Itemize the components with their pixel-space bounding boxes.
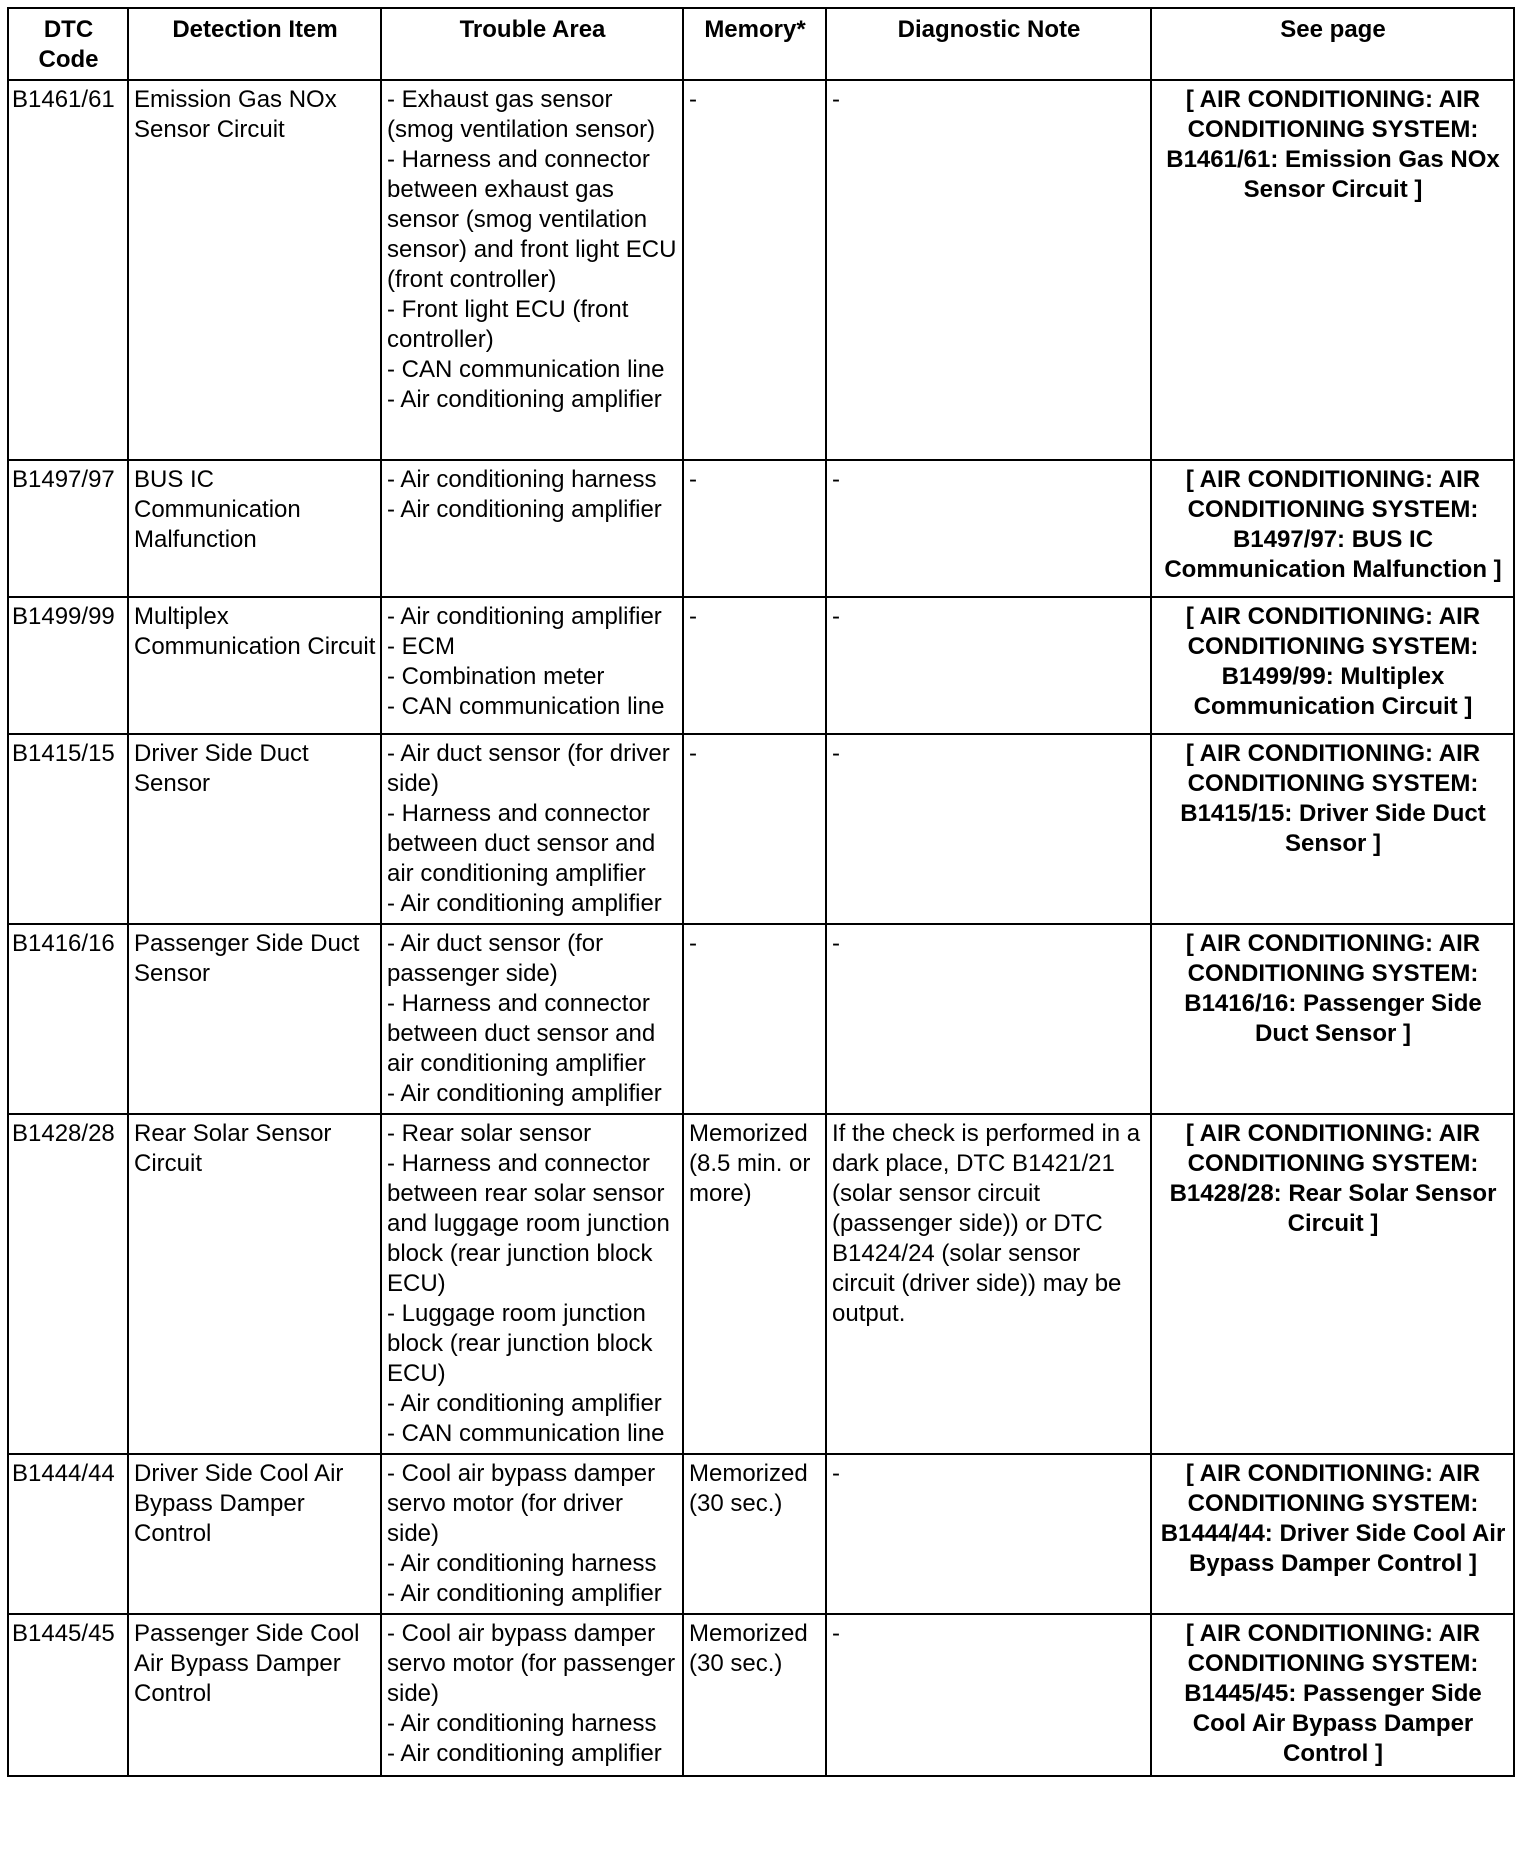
detection-item-cell: Multiplex Communication Circuit — [128, 597, 381, 734]
detection-item-cell: Passenger Side Duct Sensor — [128, 924, 381, 1114]
trouble-area-line: - Harness and connector between duct sensor and air conditioning amplifier — [387, 800, 656, 887]
diagnostic-note-cell: - — [826, 597, 1151, 734]
table-row — [8, 924, 1514, 1114]
diagnostic-note-cell: - — [826, 1614, 1151, 1776]
trouble-area-line: - Air duct sensor (for passenger side) — [387, 930, 604, 987]
diagnostic-note-cell: - — [826, 80, 1151, 460]
trouble-area-line: - Harness and connector between duct sensor and air conditioning amplifier — [387, 990, 656, 1077]
table-row — [8, 734, 1514, 924]
detection-item-cell: Rear Solar Sensor Circuit — [128, 1114, 381, 1454]
header-detection-item: Detection Item — [128, 8, 381, 80]
table-body — [8, 80, 1514, 1776]
trouble-area-line: - Air conditioning amplifier — [387, 1080, 662, 1107]
trouble-area-line: - Air conditioning amplifier — [387, 496, 662, 523]
trouble-area-line: - Air conditioning amplifier — [387, 1580, 662, 1607]
diagnostic-note-cell: - — [826, 734, 1151, 924]
dtc-code-cell: B1445/45 — [8, 1614, 128, 1776]
table-row — [8, 1114, 1514, 1454]
dtc-code-cell: B1416/16 — [8, 924, 128, 1114]
header-row — [8, 8, 1514, 80]
trouble-area-cell — [381, 1114, 683, 1454]
diagnostic-note-cell: - — [826, 460, 1151, 597]
memory-cell: Memorized (8.5 min. or more) — [683, 1114, 826, 1454]
dtc-code-cell: B1461/61 — [8, 80, 128, 460]
dtc-code-cell: B1499/99 — [8, 597, 128, 734]
trouble-area-line: - Harness and connector between exhaust gas sensor (smog ventilation sensor) and front light ECU (front controller) — [387, 146, 677, 293]
see-page-link: [ AIR CONDITIONING: AIR CONDITIONING SYSTEM: B1461/61: Emission Gas NOx Sensor Circuit ] — [1151, 80, 1514, 460]
trouble-area-line: - Luggage room junction block (rear junction block ECU) — [387, 1300, 653, 1387]
detection-item-cell: BUS IC Communication Malfunction — [128, 460, 381, 597]
trouble-area-line: - Air conditioning harness — [387, 1550, 657, 1577]
dtc-code-cell: B1444/44 — [8, 1454, 128, 1614]
trouble-area-cell — [381, 924, 683, 1114]
memory-cell: Memorized (30 sec.) — [683, 1614, 826, 1776]
dtc-code-cell: B1497/97 — [8, 460, 128, 597]
memory-cell: - — [683, 924, 826, 1114]
trouble-area-line: - Air conditioning harness — [387, 1710, 657, 1737]
trouble-area-line: - Harness and connector between rear solar sensor and luggage room junction block (rear junction block ECU) — [387, 1150, 670, 1297]
header-memory: Memory* — [683, 8, 826, 80]
trouble-area-line: - CAN communication line — [387, 693, 665, 720]
trouble-area-line: - Air conditioning amplifier — [387, 603, 662, 630]
see-page-link: [ AIR CONDITIONING: AIR CONDITIONING SYSTEM: B1444/44: Driver Side Cool Air Bypass Damper Control ] — [1151, 1454, 1514, 1614]
header-see-page: See page — [1151, 8, 1514, 80]
trouble-area-line: - ECM — [387, 633, 455, 660]
table-row — [8, 1454, 1514, 1614]
trouble-area-line: - Air duct sensor (for driver side) — [387, 740, 670, 797]
header-diagnostic-note: Diagnostic Note — [826, 8, 1151, 80]
trouble-area-line: - Air conditioning harness — [387, 466, 657, 493]
diagnostic-note-cell: If the check is performed in a dark place, DTC B1421/21 (solar sensor circuit (passenger side)) or DTC B1424/24 (solar sensor circuit (driver side)) may be output. — [826, 1114, 1151, 1454]
trouble-area-line: - Rear solar sensor — [387, 1120, 592, 1147]
see-page-link: [ AIR CONDITIONING: AIR CONDITIONING SYSTEM: B1416/16: Passenger Side Duct Sensor ] — [1151, 924, 1514, 1114]
table-row — [8, 80, 1514, 460]
diagnostic-note-cell: - — [826, 1454, 1151, 1614]
trouble-area-line: - Cool air bypass damper servo motor (for passenger side) — [387, 1620, 676, 1707]
trouble-area-line: - Air conditioning amplifier — [387, 1740, 662, 1767]
see-page-link: [ AIR CONDITIONING: AIR CONDITIONING SYSTEM: B1499/99: Multiplex Communication Circuit ] — [1151, 597, 1514, 734]
trouble-area-cell — [381, 80, 683, 460]
dtc-table — [7, 7, 1515, 1777]
dtc-code-cell: B1415/15 — [8, 734, 128, 924]
detection-item-cell: Driver Side Cool Air Bypass Damper Control — [128, 1454, 381, 1614]
header-dtc-code: DTC Code — [8, 8, 128, 80]
trouble-area-line: - Air conditioning amplifier — [387, 386, 662, 413]
table-row — [8, 460, 1514, 597]
table-row — [8, 597, 1514, 734]
trouble-area-cell — [381, 597, 683, 734]
memory-cell: Memorized (30 sec.) — [683, 1454, 826, 1614]
trouble-area-cell — [381, 1614, 683, 1776]
detection-item-cell: Passenger Side Cool Air Bypass Damper Control — [128, 1614, 381, 1776]
header-trouble-area: Trouble Area — [381, 8, 683, 80]
see-page-link: [ AIR CONDITIONING: AIR CONDITIONING SYSTEM: B1497/97: BUS IC Communication Malfunction ] — [1151, 460, 1514, 597]
memory-cell: - — [683, 80, 826, 460]
see-page-link: [ AIR CONDITIONING: AIR CONDITIONING SYSTEM: B1445/45: Passenger Side Cool Air Bypass Damper Control ] — [1151, 1614, 1514, 1776]
trouble-area-cell — [381, 734, 683, 924]
detection-item-cell: Driver Side Duct Sensor — [128, 734, 381, 924]
trouble-area-cell — [381, 1454, 683, 1614]
trouble-area-line: - Front light ECU (front controller) — [387, 296, 629, 353]
see-page-link: [ AIR CONDITIONING: AIR CONDITIONING SYSTEM: B1415/15: Driver Side Duct Sensor ] — [1151, 734, 1514, 924]
memory-cell: - — [683, 734, 826, 924]
table-row — [8, 1614, 1514, 1776]
detection-item-cell: Emission Gas NOx Sensor Circuit — [128, 80, 381, 460]
trouble-area-line: - Cool air bypass damper servo motor (for driver side) — [387, 1460, 656, 1547]
diagnostic-note-cell: - — [826, 924, 1151, 1114]
trouble-area-line: - Air conditioning amplifier — [387, 890, 662, 917]
trouble-area-line: - Combination meter — [387, 663, 605, 690]
dtc-code-cell: B1428/28 — [8, 1114, 128, 1454]
memory-cell: - — [683, 597, 826, 734]
table-header — [8, 8, 1514, 80]
trouble-area-line: - CAN communication line — [387, 1420, 665, 1447]
trouble-area-line: - CAN communication line — [387, 356, 665, 383]
memory-cell: - — [683, 460, 826, 597]
trouble-area-line: - Air conditioning amplifier — [387, 1390, 662, 1417]
trouble-area-cell — [381, 460, 683, 597]
see-page-link: [ AIR CONDITIONING: AIR CONDITIONING SYSTEM: B1428/28: Rear Solar Sensor Circuit ] — [1151, 1114, 1514, 1454]
trouble-area-line: - Exhaust gas sensor (smog ventilation sensor) — [387, 86, 656, 143]
